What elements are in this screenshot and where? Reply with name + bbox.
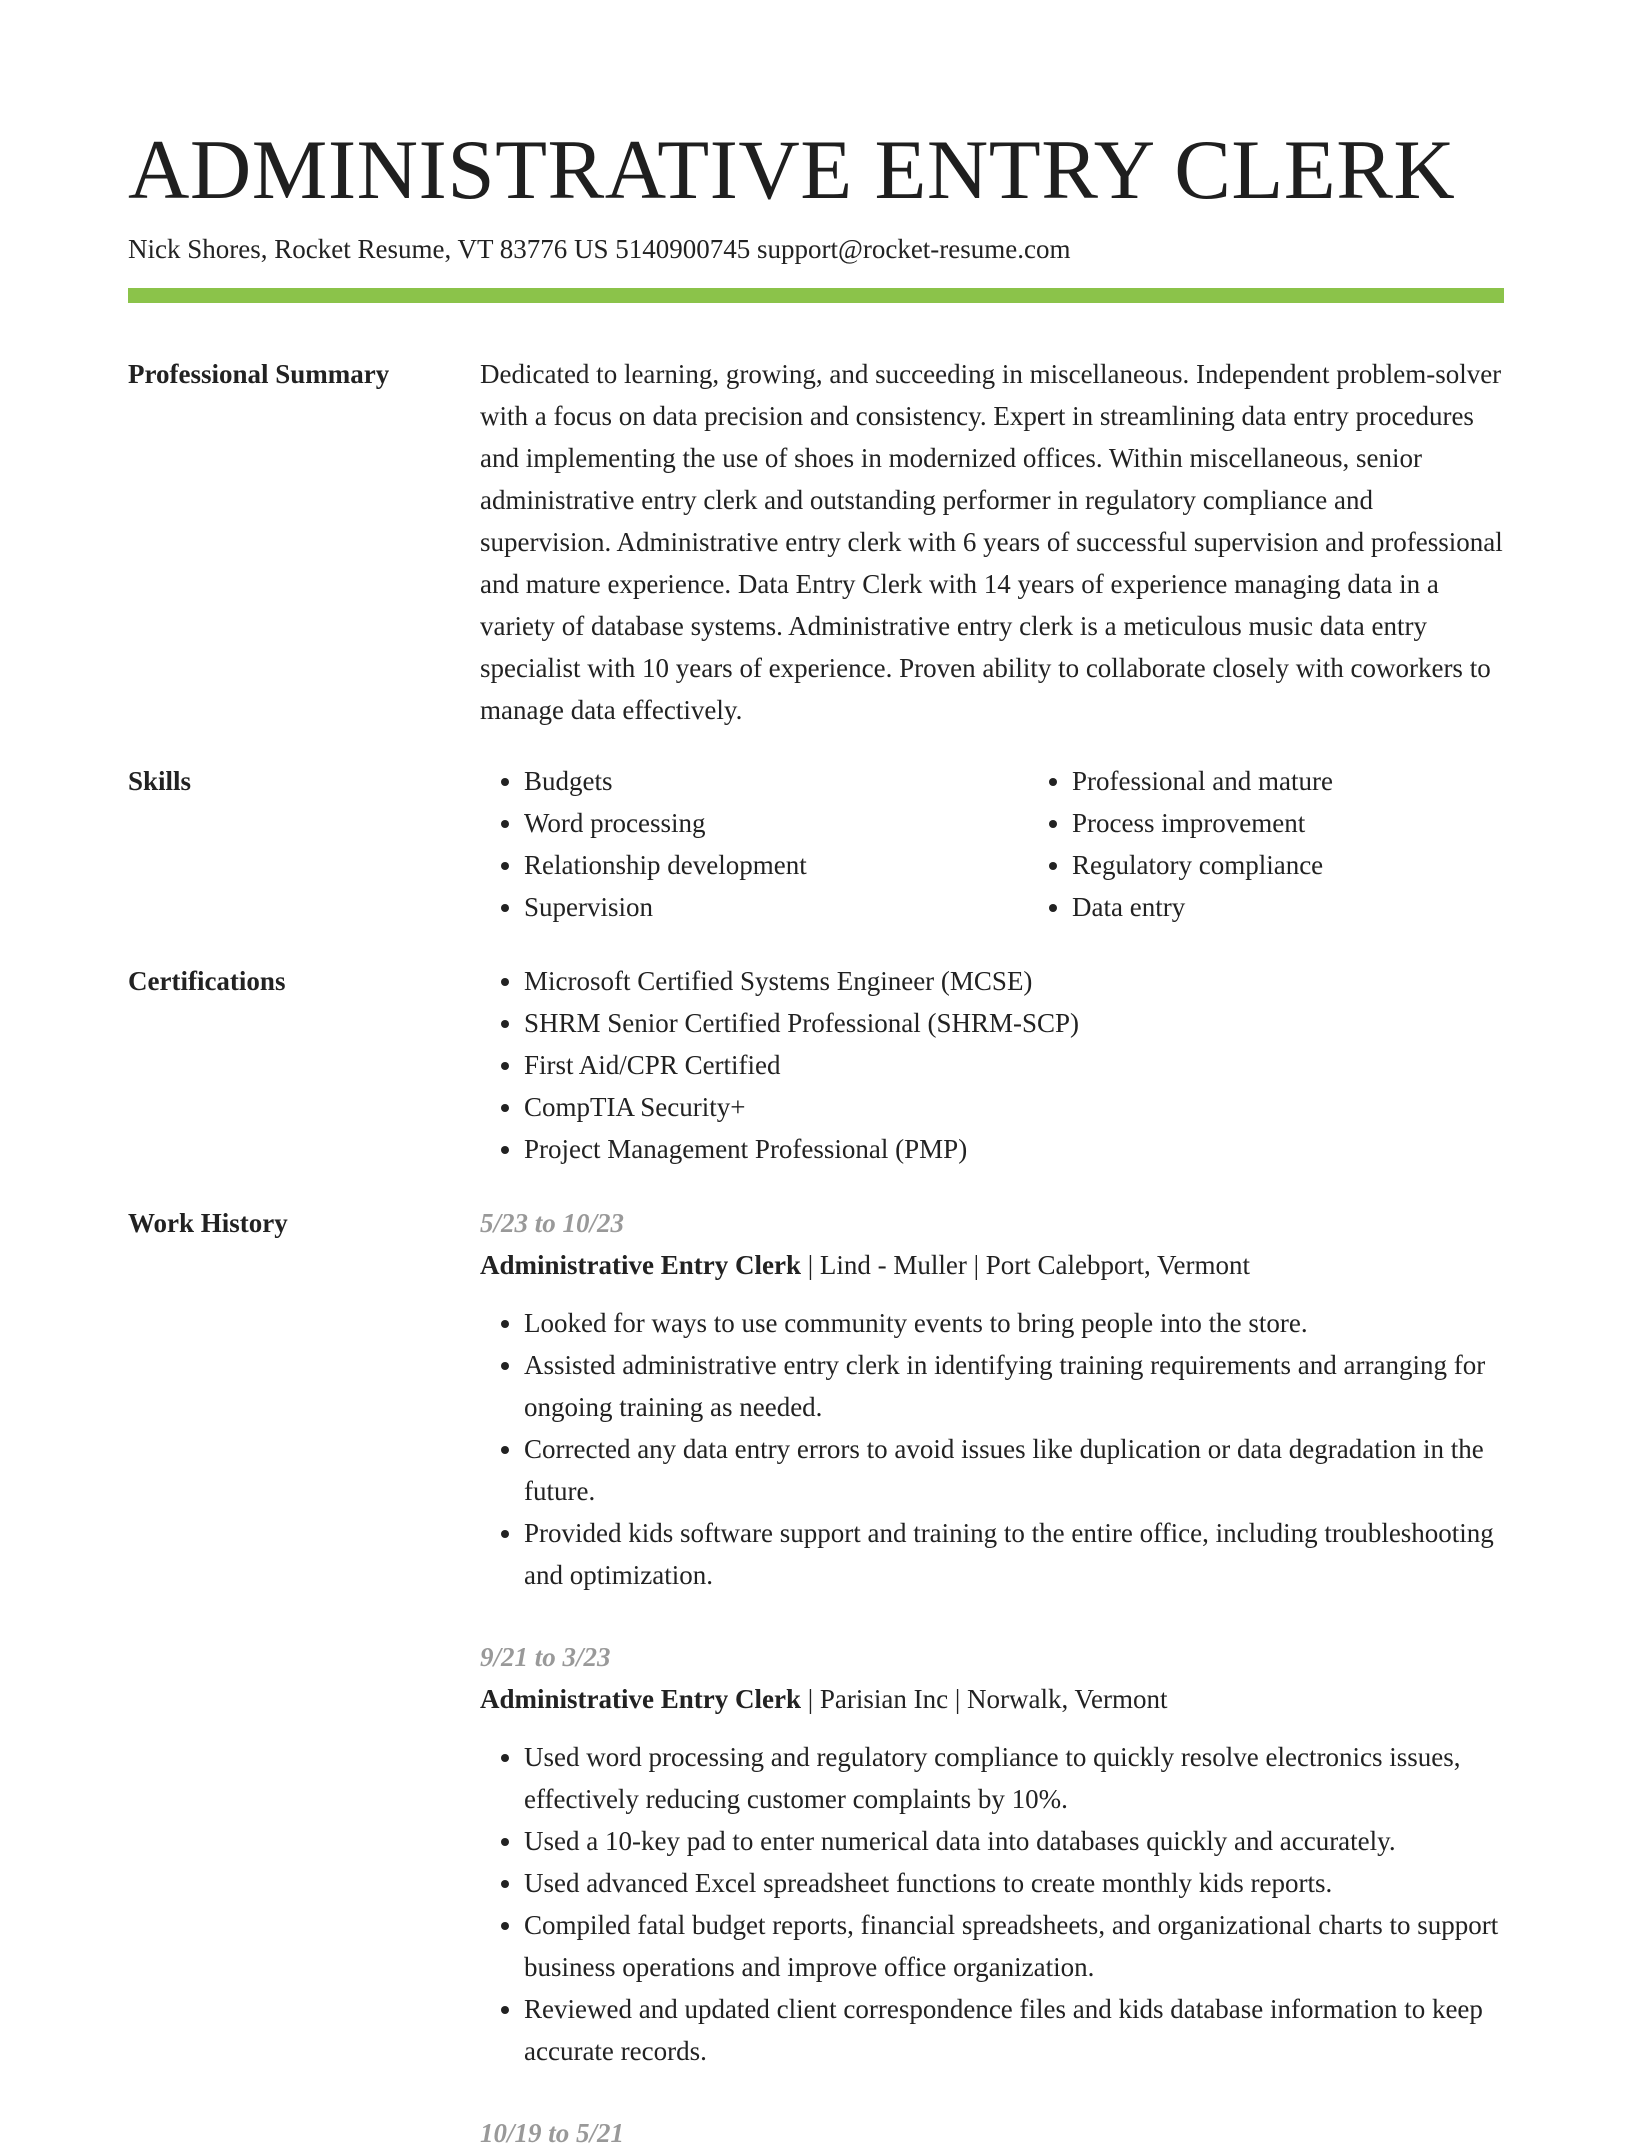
section-label: Skills	[128, 766, 192, 796]
certification-item: • Microsoft Certified Systems Engineer (MCSE)	[524, 960, 1504, 1002]
section-content	[480, 353, 1504, 731]
job-bullet: • Corrected any data entry errors to avoid issues like duplication or data degradation in the future.	[524, 1428, 1504, 1512]
section-content	[480, 760, 1576, 928]
section-label: Professional Summary	[128, 359, 390, 389]
job-title: Administrative Entry Clerk	[480, 1250, 801, 1280]
job-bullet: • Provided kids software support and training to the entire office, including troubleshooting and optimization.	[524, 1512, 1504, 1596]
certification-item: • First Aid/CPR Certified	[524, 1044, 1504, 1086]
skills-section	[128, 760, 1504, 928]
section-label: Certifications	[128, 966, 286, 996]
job-entry	[480, 2112, 1504, 2154]
work-history-section	[128, 1202, 1504, 2154]
job-entry	[480, 1202, 1504, 1596]
section-label: Work History	[128, 1208, 288, 1238]
resume-title: ADMINISTRATIVE ENTRY CLERK	[128, 123, 1456, 217]
certification-item: • CompTIA Security+	[524, 1086, 1504, 1128]
job-bullet: • Looked for ways to use community events to bring people into the store.	[524, 1302, 1504, 1344]
skill-item: • Regulatory compliance	[1072, 844, 1576, 886]
job-date: 10/19 to 5/21	[480, 2118, 625, 2148]
certifications-list	[480, 960, 1504, 1170]
job-bullet: • Compiled fatal budget reports, financial spreadsheets, and organizational charts to support business operations and improve office organization.	[524, 1904, 1504, 1988]
certification-item: • SHRM Senior Certified Professional (SHRM-SCP)	[524, 1002, 1504, 1044]
skill-item: • Professional and mature	[1072, 760, 1576, 802]
job-details: | Lind - Muller | Port Calebport, Vermont	[800, 1250, 1250, 1280]
skills-list-right	[1028, 760, 1576, 928]
skill-item: • Process improvement	[1072, 802, 1576, 844]
job-bullet: • Used advanced Excel spreadsheet functions to create monthly kids reports.	[524, 1862, 1504, 1904]
accent-divider	[128, 288, 1504, 303]
job-bullets	[480, 1736, 1504, 2072]
skill-item: • Budgets	[524, 760, 1028, 802]
section-content	[480, 1202, 1504, 2154]
summary-text: Dedicated to learning, growing, and succeeding in miscellaneous. Independent problem-solver with a focus on data precision and consistency. Expert in streamlining data entry procedures and implementing the use of shoes in modernized offices. Within miscellaneous, senior administrative entry clerk and outstanding performer in regulatory compliance and supervision. Administrative entry clerk with 6 years of successful supervision and professional and mature experience. Data Entry Clerk with 14 years of experience managing data in a variety of database systems. Administrative entry clerk is a meticulous music data entry specialist with 10 years of experience. Proven ability to collaborate closely with coworkers to manage data effectively.	[480, 359, 1503, 725]
job-heading	[480, 1244, 1504, 1286]
job-entry	[480, 1636, 1504, 2072]
skill-item: • Word processing	[524, 802, 1028, 844]
section-content	[480, 960, 1504, 1170]
job-heading	[480, 1678, 1504, 1720]
job-bullet: • Reviewed and updated client correspondence files and kids database information to keep accurate records.	[524, 1988, 1504, 2072]
professional-summary-section	[128, 353, 1504, 731]
job-date: 9/21 to 3/23	[480, 1642, 611, 1672]
job-bullet: • Used word processing and regulatory compliance to quickly resolve electronics issues, effectively reducing customer complaints by 10%.	[524, 1736, 1504, 1820]
skill-item: • Data entry	[1072, 886, 1576, 928]
job-bullet: • Used a 10-key pad to enter numerical data into databases quickly and accurately.	[524, 1820, 1504, 1862]
job-bullet: • Assisted administrative entry clerk in identifying training requirements and arranging for ongoing training as needed.	[524, 1344, 1504, 1428]
job-date: 5/23 to 10/23	[480, 1208, 625, 1238]
job-details: | Parisian Inc | Norwalk, Vermont	[800, 1684, 1168, 1714]
job-title: Administrative Entry Clerk	[480, 1684, 801, 1714]
job-bullets	[480, 1302, 1504, 1596]
contact-line: Nick Shores, Rocket Resume, VT 83776 US 5140900745 support@rocket-resume.com	[128, 234, 1071, 264]
certification-item: • Project Management Professional (PMP)	[524, 1128, 1504, 1170]
skill-item: • Relationship development	[524, 844, 1028, 886]
skill-item: • Supervision	[524, 886, 1028, 928]
skills-list-left	[480, 760, 1028, 928]
certifications-section	[128, 960, 1504, 1170]
